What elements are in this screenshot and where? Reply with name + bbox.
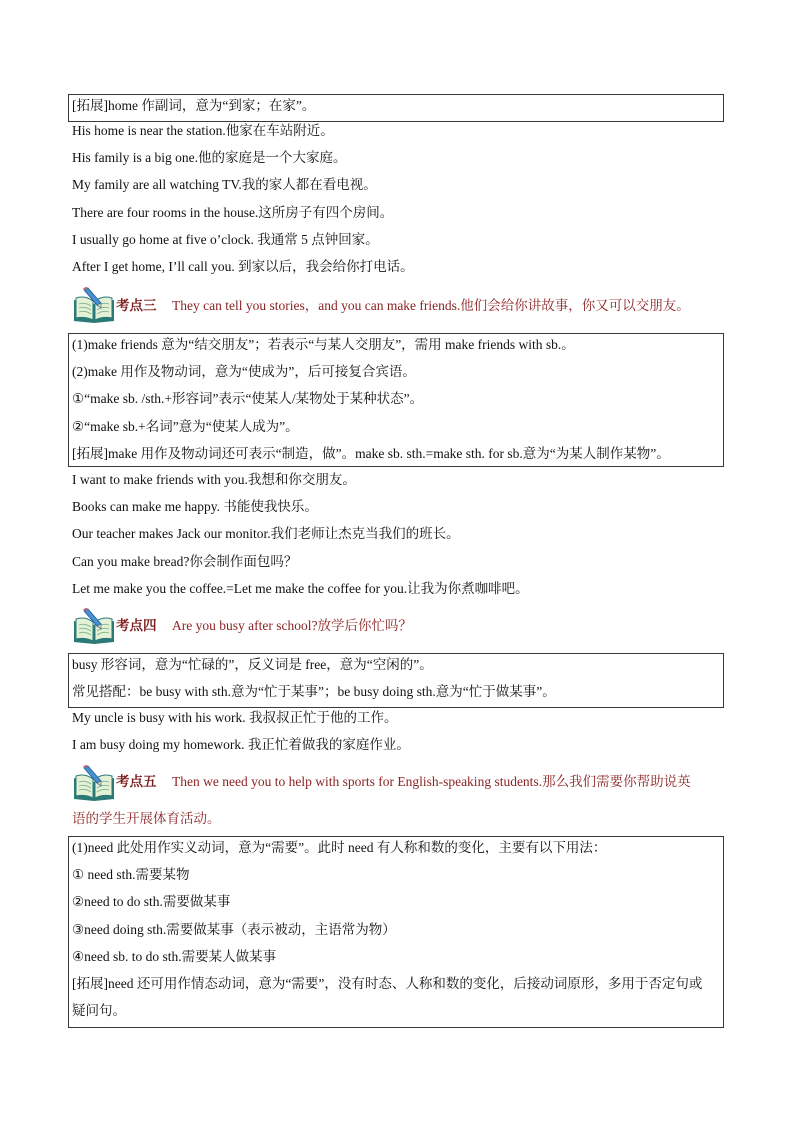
book-pencil-icon <box>72 765 116 801</box>
example-line: Books can make me happy. 书能使我快乐。 <box>72 499 318 515</box>
example-line: After I get home, I’ll call you. 到家以后，我会给你打电话。 <box>72 258 414 274</box>
note-line: busy 形容词，意为“忙碌的”，反义词是 free，意为“空闲的”。 <box>72 657 433 672</box>
point-label: 考点五 <box>116 774 157 789</box>
note-box-point4 <box>68 653 724 708</box>
examples-point3 <box>72 466 724 602</box>
note-line: ②“make sb.+名词”意为“使某人成为”。 <box>72 418 299 434</box>
point-title: Are you busy after school?放学后你忙吗？ <box>172 618 412 633</box>
note-line: 常见搭配：be busy with sth.意为“忙于某事”；be busy doing sth.意为“忙于做某事”。 <box>72 684 556 700</box>
point-label: 考点四 <box>116 618 157 633</box>
note-line: (1)make friends 意为“结交朋友”；若表示“与某人交朋友”，需用 make friends with sb.。 <box>72 337 575 352</box>
example-line: I want to make friends with you.我想和你交朋友。 <box>72 472 356 487</box>
example-line: Can you make bread?你会制作面包吗？ <box>72 553 298 569</box>
heading-line <box>116 772 691 792</box>
heading-line <box>116 616 412 636</box>
example-line: His home is near the station.他家在车站附近。 <box>72 123 334 138</box>
example-line: My family are all watching TV.我的家人都在看电视。 <box>72 177 377 193</box>
point-title-continued: 语的学生开展体育活动。 <box>72 811 221 826</box>
example-line: My uncle is busy with his work. 我叔叔正忙于他的工作。 <box>72 710 398 725</box>
book-pencil-icon <box>72 608 116 644</box>
point-label: 考点三 <box>116 298 157 313</box>
book-pencil-icon <box>72 287 116 323</box>
note-line: [拓展]make 用作及物动词还可表示“制造，做”。make sb. sth.=make sth. for sb.意为“为某人制作某物”。 <box>72 445 670 461</box>
example-line: There are four rooms in the house.这所房子有四个房间。 <box>72 204 394 220</box>
note-line: ③need doing sth.需要做某事（表示被动，主语常为物） <box>72 921 396 937</box>
note-line: (2)make 用作及物动词，意为“使成为”，后可接复合宾语。 <box>72 364 416 380</box>
note-lines <box>69 92 723 119</box>
note-line: ①“make sb. /sth.+形容词”表示“使某人/某物处于某种状态”。 <box>72 391 424 407</box>
note-lines <box>69 834 723 1024</box>
example-line: Our teacher makes Jack our monitor.我们老师让杰克当我们的班长。 <box>72 526 460 542</box>
point-title: They can tell you stories，and you can make friends.他们会给你讲故事，你又可以交朋友。 <box>172 298 690 313</box>
note-lines <box>69 331 723 467</box>
note-box-point5 <box>68 836 724 1028</box>
note-line: ④need sb. to do sth.需要某人做某事 <box>72 948 277 964</box>
example-line: I am busy doing my homework. 我正忙着做我的家庭作业。 <box>72 737 410 753</box>
example-line: His family is a big one.他的家庭是一个大家庭。 <box>72 150 347 166</box>
example-line: Let me make you the coffee.=Let me make the coffee for you.让我为你煮咖啡吧。 <box>72 580 529 596</box>
note-line: ① need sth.需要某物 <box>72 867 190 883</box>
heading-line <box>116 296 690 316</box>
example-line: I usually go home at five o’clock. 我通常 5 点钟回家。 <box>72 231 379 247</box>
note-line: (1)need 此处用作实义动词，意为“需要”。此时 need 有人称和数的变化，主要有以下用法： <box>72 840 607 855</box>
point5-heading <box>72 765 724 825</box>
examples-point4 <box>72 704 724 758</box>
point-title: Then we need you to help with sports for English-speaking students.那么我们需要你帮助说英 <box>172 774 691 789</box>
examples-home <box>72 117 724 280</box>
note-line: 疑问句。 <box>72 1003 126 1019</box>
note-box-point3 <box>68 333 724 467</box>
note-line: [拓展]home 作副词，意为“到家；在家”。 <box>72 98 316 113</box>
note-lines <box>69 651 723 705</box>
note-line: [拓展]need 还可用作情态动词，意为“需要”，没有时态、人称和数的变化，后接动词原形，多用于否定句或 <box>72 975 703 991</box>
note-line: ②need to do sth.需要做某事 <box>72 894 231 910</box>
